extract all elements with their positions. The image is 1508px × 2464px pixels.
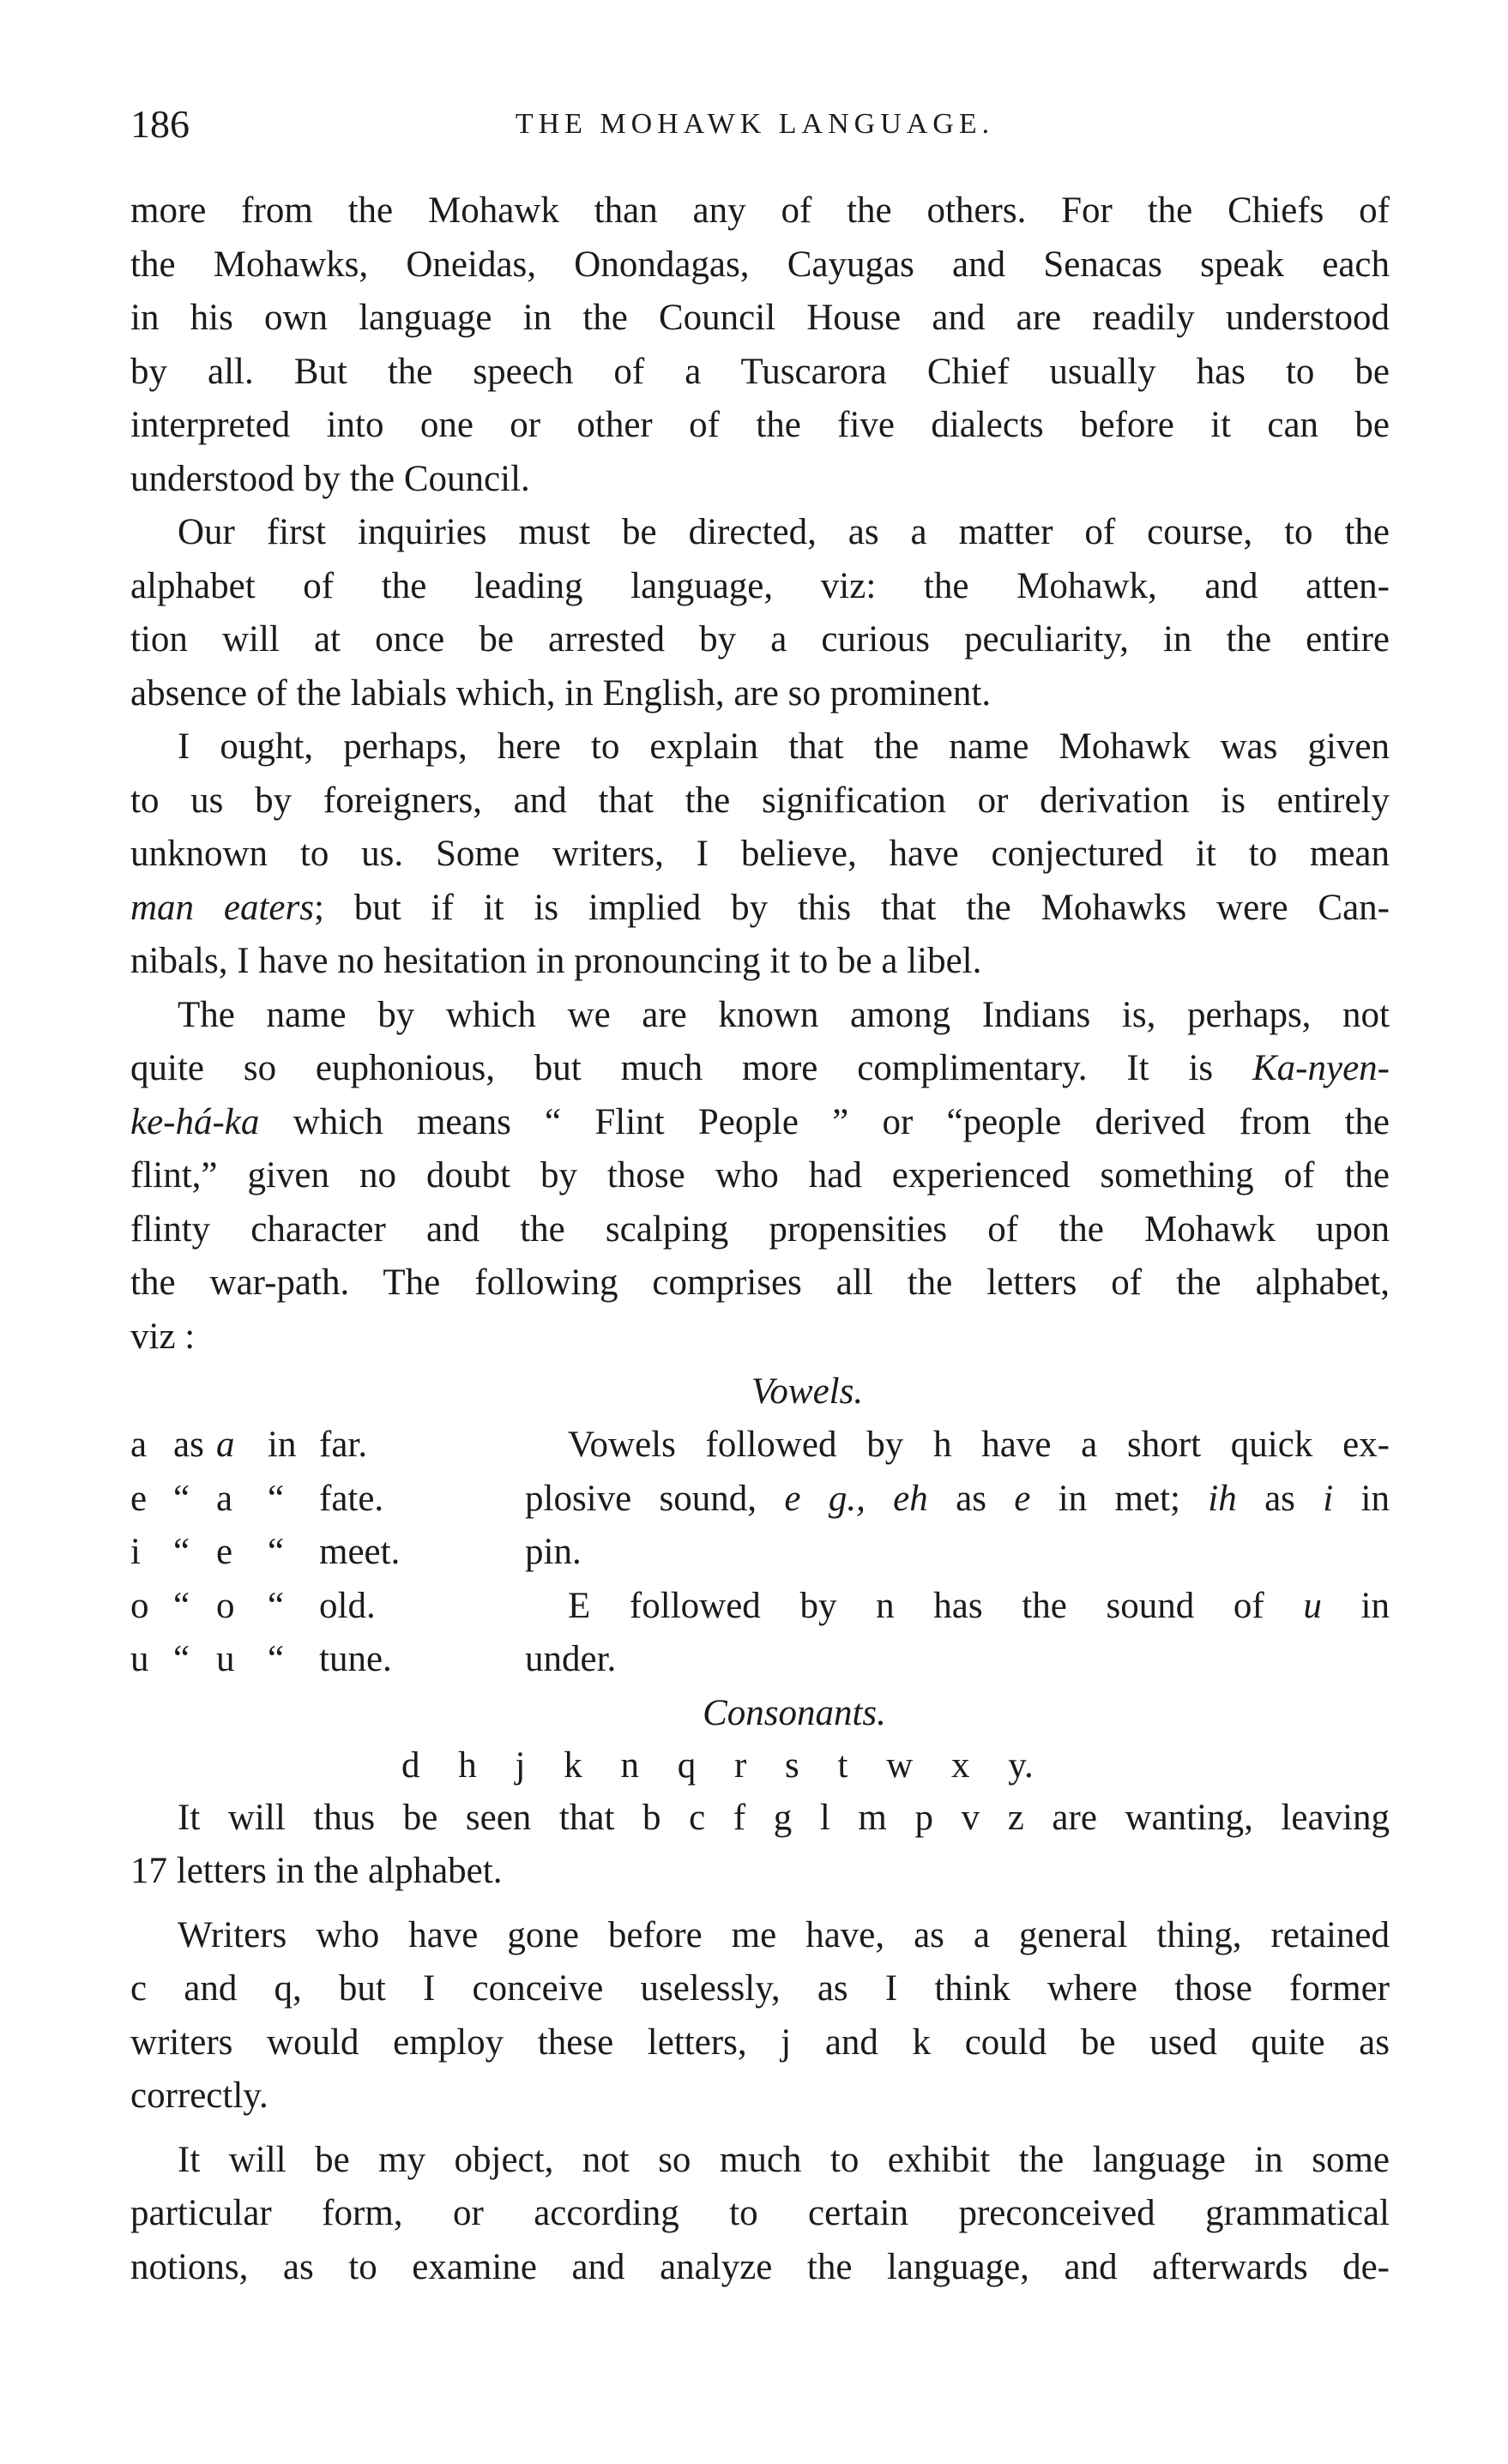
text-line bbox=[525, 1580, 1390, 1634]
vowel-example: o bbox=[216, 1585, 235, 1626]
text-line: writers would employ these letters, j and k could be used quite as bbox=[130, 2021, 1390, 2063]
vowel-example: e bbox=[216, 1532, 233, 1572]
text-run: E followed by n has the sound of bbox=[568, 1585, 1304, 1626]
text-line: It will be my object, not so much to exhibit the language in some bbox=[178, 2139, 1390, 2180]
vowels-section bbox=[130, 1419, 1390, 1687]
vowel-example: a bbox=[216, 1425, 235, 1465]
italic-term: ih bbox=[1208, 1478, 1237, 1519]
vowel-row bbox=[130, 1473, 525, 1527]
text-line: particular form, or according to certain preconceived grammatical bbox=[130, 2193, 1390, 2233]
vowel-row bbox=[130, 1419, 525, 1473]
text-line: under. bbox=[525, 1639, 617, 1679]
italic-term: eh bbox=[893, 1478, 928, 1519]
vowel-word: meet. bbox=[319, 1532, 401, 1572]
text-line: absence of the labials which, in English, are so prominent. bbox=[130, 672, 992, 714]
text-line: to us by foreigners, and that the signification or derivation is entirely bbox=[130, 780, 1390, 821]
page-header bbox=[130, 101, 1379, 153]
text-line bbox=[130, 1042, 1390, 1096]
text-line: 17 letters in the alphabet. bbox=[130, 1851, 503, 1891]
text-line: interpreted into one or other of the five dialects before it can be bbox=[130, 405, 1390, 445]
vowel-note bbox=[525, 1419, 1390, 1687]
text-run: quite so euphonious, but much more complimentary. It is bbox=[130, 1048, 1252, 1088]
vowel-table bbox=[130, 1419, 525, 1687]
text-line: Our first inquiries must be directed, as a matter of course, to the bbox=[178, 512, 1390, 552]
vowels-heading: Vowels. bbox=[751, 1371, 864, 1412]
vowel-letter: a bbox=[130, 1425, 148, 1465]
vowel-row bbox=[130, 1526, 525, 1580]
text-line: flint,” given no doubt by those who had experienced something of the bbox=[130, 1155, 1390, 1196]
vowel-in: “ bbox=[268, 1639, 285, 1679]
vowel-word: old. bbox=[319, 1585, 376, 1626]
italic-term: i bbox=[1323, 1478, 1334, 1519]
page-number: 186 bbox=[130, 102, 190, 146]
text-run: ; but if it is implied by this that the Mohawks were Can- bbox=[313, 887, 1390, 928]
italic-term: man eaters bbox=[130, 887, 314, 928]
text-line: correctly. bbox=[130, 2075, 268, 2116]
text-run: in bbox=[1333, 1478, 1390, 1519]
consonant-list: d h j k n q r s t w x y. bbox=[401, 1744, 1034, 1786]
text-line: flinty character and the scalping propensities of the Mohawk upon bbox=[130, 1208, 1390, 1250]
text-run: in bbox=[1321, 1585, 1390, 1626]
text-line: notions, as to examine and analyze the language, and afterwards de- bbox=[130, 2246, 1390, 2287]
paragraph-7 bbox=[130, 2134, 1390, 2295]
paragraph-3 bbox=[130, 720, 1390, 989]
vowel-as: “ bbox=[173, 1532, 190, 1572]
vowel-letter: e bbox=[130, 1478, 148, 1519]
vowel-example: a bbox=[216, 1478, 233, 1519]
vowel-row bbox=[130, 1633, 525, 1687]
vowel-letter: o bbox=[130, 1585, 149, 1626]
text-line: understood by the Council. bbox=[130, 458, 530, 499]
text-line: the war-path. The following comprises all the letters of the alphabet, bbox=[130, 1262, 1390, 1303]
vowel-letter: u bbox=[130, 1639, 149, 1679]
text-line: by all. But the speech of a Tuscarora Chief usually has to be bbox=[130, 351, 1390, 392]
text-run: in met; bbox=[1030, 1478, 1209, 1519]
text-line: pin. bbox=[525, 1532, 582, 1572]
text-line: alphabet of the leading language, viz: the Mohawk, and atten- bbox=[130, 565, 1390, 606]
text-line bbox=[130, 1096, 1390, 1150]
text-line: tion will at once be arrested by a curious peculiarity, in the entire bbox=[130, 619, 1390, 660]
vowel-in: “ bbox=[268, 1532, 285, 1572]
vowel-letter: i bbox=[130, 1532, 141, 1572]
paragraph-5 bbox=[130, 1792, 1390, 1899]
vowel-word: far. bbox=[319, 1425, 368, 1465]
text-run: plosive sound, bbox=[525, 1478, 785, 1519]
text-run: as bbox=[1236, 1478, 1324, 1519]
text-line: It will thus be seen that b c f g l m p v z are wanting, leaving bbox=[178, 1797, 1390, 1838]
vowel-as: “ bbox=[173, 1585, 190, 1626]
text-line: viz : bbox=[130, 1316, 196, 1357]
paragraph-6 bbox=[130, 1909, 1390, 2124]
vowel-in: in bbox=[268, 1425, 297, 1465]
text-line: I ought, perhaps, here to explain that the name Mohawk was given bbox=[178, 726, 1390, 767]
text-run: which means “ Flint People ” or “people derived from the bbox=[259, 1101, 1390, 1142]
vowel-as: “ bbox=[173, 1478, 190, 1519]
vowel-in: “ bbox=[268, 1478, 285, 1519]
vowel-as: as bbox=[173, 1425, 204, 1465]
italic-term: e g., bbox=[784, 1478, 866, 1519]
page-body bbox=[130, 184, 1390, 2294]
text-line bbox=[525, 1473, 1390, 1527]
text-line: nibals, I have no hesitation in pronouncing it to be a libel. bbox=[130, 941, 982, 981]
paragraph-1 bbox=[130, 184, 1390, 506]
vowel-in: “ bbox=[268, 1585, 285, 1626]
text-line: Vowels followed by h have a short quick ex- bbox=[568, 1425, 1390, 1465]
paragraph-2 bbox=[130, 506, 1390, 720]
italic-term: u bbox=[1303, 1585, 1322, 1626]
text-line: the Mohawks, Oneidas, Onondagas, Cayugas and Senacas speak each bbox=[130, 244, 1390, 285]
text-line: The name by which we are known among Indians is, perhaps, not bbox=[178, 994, 1390, 1035]
italic-term: e bbox=[1014, 1478, 1031, 1519]
text-line bbox=[130, 882, 1390, 936]
text-line: in his own language in the Council House and are readily understood bbox=[130, 298, 1390, 338]
text-line: more from the Mohawk than any of the others. For the Chiefs of bbox=[130, 190, 1390, 231]
text-line: Writers who have gone before me have, as a general thing, retained bbox=[178, 1914, 1390, 1955]
italic-term: Ka-nyen- bbox=[1252, 1048, 1390, 1088]
text-run bbox=[866, 1479, 893, 1519]
vowel-word: tune. bbox=[319, 1639, 392, 1679]
italic-term: ke-há-ka bbox=[130, 1101, 260, 1142]
text-run: as bbox=[927, 1478, 1015, 1519]
vowel-row bbox=[130, 1580, 525, 1634]
consonants-heading: Consonants. bbox=[703, 1692, 886, 1733]
paragraph-4 bbox=[130, 989, 1390, 1365]
vowel-as: “ bbox=[173, 1639, 190, 1679]
text-line: c and q, but I conceive uselessly, as I think where those former bbox=[130, 1968, 1390, 2009]
text-line: unknown to us. Some writers, I believe, have conjectured it to mean bbox=[130, 834, 1390, 874]
running-title: THE MOHAWK LANGUAGE. bbox=[515, 108, 995, 140]
vowel-example: u bbox=[216, 1639, 235, 1679]
vowel-word: fate. bbox=[319, 1478, 384, 1519]
